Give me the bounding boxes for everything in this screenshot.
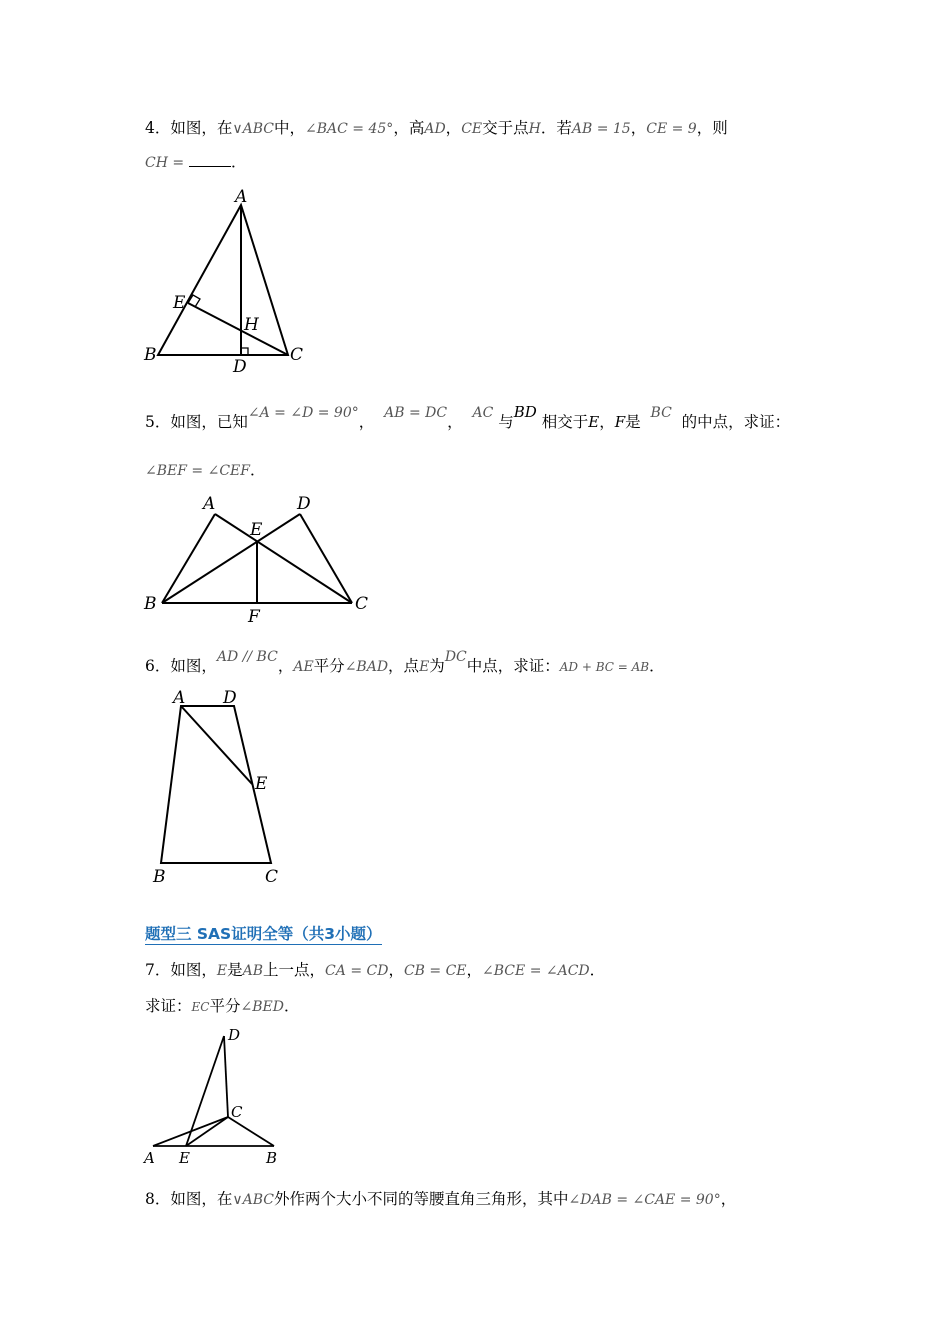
label-c: C [355, 594, 369, 614]
label-b: B [144, 594, 157, 614]
problem-6-figure [140, 685, 300, 890]
label-a: A [144, 1149, 155, 1167]
problem-4-answer-line: CH = ． [145, 153, 247, 171]
label-b: B [144, 345, 157, 365]
problem-7-statement-cont: 求证：EC平分∠BED． [145, 997, 300, 1015]
label-a: A [203, 494, 216, 514]
label-c: C [231, 1103, 243, 1121]
label-c: C [290, 345, 304, 365]
label-b: B [266, 1149, 278, 1167]
label-e: E [250, 520, 263, 540]
answer-blank[interactable] [189, 152, 231, 167]
problem-8-statement: 8．如图，在∨ABC外作两个大小不同的等腰直角三角形，其中∠DAB = ∠CAE = 90°， [145, 1190, 737, 1208]
section-heading[interactable]: 题型三 SAS证明全等（共3小题） [145, 925, 382, 943]
label-a: A [173, 688, 186, 708]
problem-6-statement: 6．如图，AD // BC，AE平分∠BAD，点E为DC中点，求证：AD + BC = AB． [145, 649, 665, 675]
label-c: C [265, 867, 279, 887]
problem-5-figure [140, 490, 380, 630]
label-b: B [153, 867, 166, 887]
problem-4-figure [140, 185, 320, 380]
label-d: D [228, 1026, 241, 1044]
label-d: D [297, 494, 311, 514]
problem-4-statement: 4．如图，在∨ABC中，∠BAC = 45°，高AD，CE交于点H．若AB = 15，CE = 9，则 [145, 119, 728, 137]
label-d: D [223, 688, 237, 708]
problem-7-statement: 7．如图，E是AB上一点，CA = CD，CB = CE，∠BCE = ∠ACD． [145, 961, 606, 979]
label-e: E [173, 293, 186, 313]
problem-5-statement: 5．如图，已知∠A = ∠D = 90°， AB = DC， AC 与BD 相交于E，F是 BC 的中点，求证： [145, 403, 791, 431]
problem-5-statement-cont: ∠BEF = ∠CEF． [145, 461, 266, 479]
label-e: E [255, 774, 268, 794]
problem-7-figure [140, 1020, 300, 1170]
label-d: D [233, 357, 247, 377]
label-e: E [179, 1149, 190, 1167]
label-f: F [248, 607, 260, 627]
label-a: A [235, 187, 248, 207]
label-h: H [244, 315, 259, 335]
